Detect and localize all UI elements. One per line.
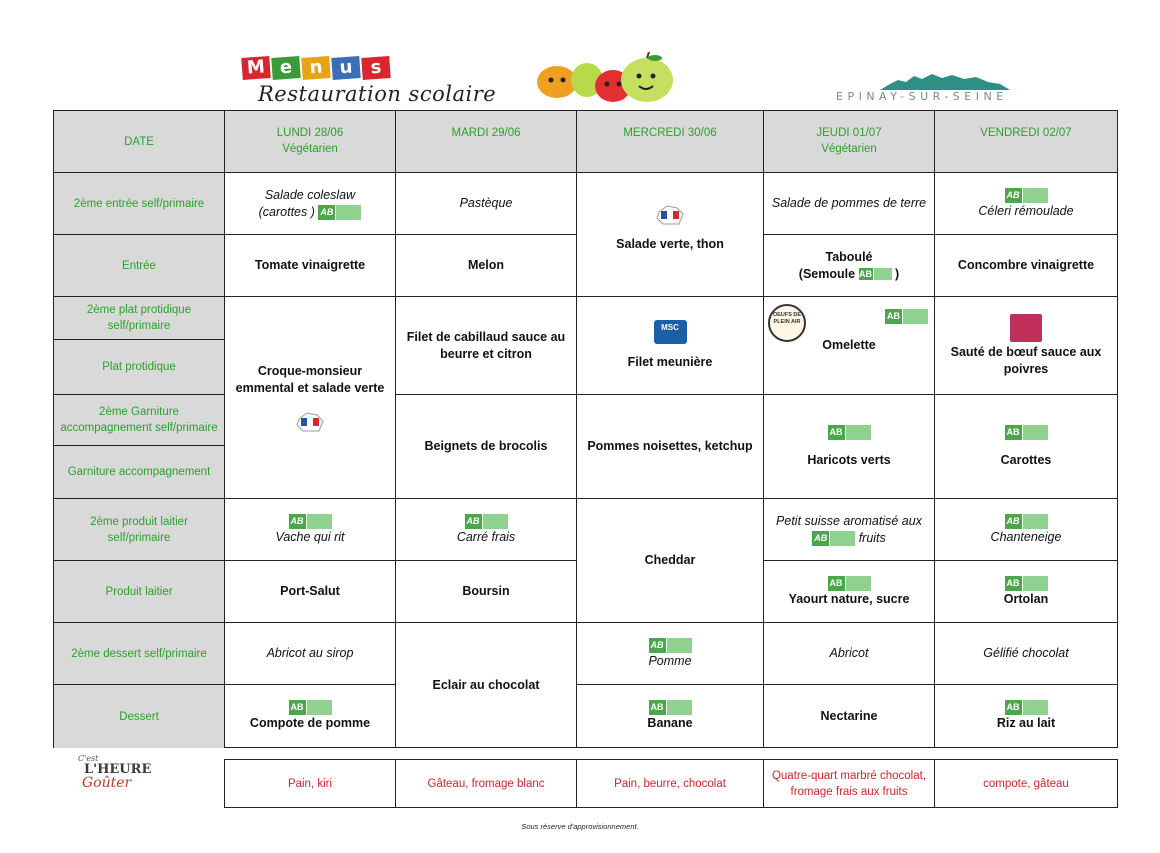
dish-text: Vache qui rit — [275, 529, 345, 544]
day-name: MARDI 29/06 — [451, 127, 521, 139]
fruits-illustration-icon — [535, 52, 680, 107]
city-name: EPINAY-SUR-SEINE — [836, 90, 1008, 103]
day-note: Végétarien — [282, 143, 338, 155]
day-header-monday — [225, 110, 396, 173]
bio-label-icon: AB — [828, 576, 871, 591]
french-beef-label-icon — [1010, 314, 1042, 342]
dish-text: Carottes — [1000, 452, 1052, 467]
gouter-logo — [78, 754, 160, 802]
dish-text: Croque-monsieur emmental et salade verte — [235, 363, 385, 395]
dish-text: (Semoule — [798, 266, 856, 281]
menu-cell-tuesday-entree: Melon — [396, 235, 577, 297]
bio-label-icon: AB — [1005, 700, 1048, 715]
bio-label-icon: AB — [885, 309, 928, 324]
dish-text: Petit suisse aromatisé aux — [776, 513, 922, 528]
gouter-logo-line: C'est — [78, 754, 99, 763]
gouter-cell-monday: Pain, kiri — [224, 759, 396, 808]
bio-label-icon: AB — [318, 205, 361, 220]
menu-cell-tuesday-laitier: Boursin — [396, 561, 577, 623]
menu-cell-wednesday-garniture: Pommes noisettes, ketchup — [577, 395, 764, 499]
day-header-friday — [935, 110, 1118, 173]
day-name: MERCREDI 30/06 — [623, 127, 717, 139]
menu-cell-monday-entree: Tomate vinaigrette — [225, 235, 396, 297]
menu-cell-thursday-dessert2: Abricot — [764, 623, 935, 685]
city-skyline-icon — [880, 70, 1010, 90]
day-header-thursday — [764, 110, 935, 173]
menu-cell-monday-entree2 — [225, 173, 396, 235]
menu-cell-thursday-laitier — [764, 561, 935, 623]
gouter-logo-line: L'HEURE — [84, 762, 152, 777]
menu-cell-thursday-entree2: Salade de pommes de terre — [764, 173, 935, 235]
french-origin-icon — [295, 411, 325, 433]
day-note: Végétarien — [821, 143, 877, 155]
day-name: VENDREDI 02/07 — [980, 127, 1072, 139]
bio-label-icon: AB — [812, 531, 855, 546]
dish-text: Taboulé — [825, 249, 873, 264]
menu-cell-friday-laitier2 — [935, 499, 1118, 561]
date-header: DATE — [53, 110, 225, 173]
dish-text: Carré frais — [456, 529, 516, 544]
row-label-plat2: 2ème plat protidique self/primaire — [53, 297, 225, 340]
oeufs-plein-air-icon: OEUFS DE PLEIN AIR — [768, 304, 806, 342]
dish-text: Sauté de bœuf sauce aux poivres — [950, 344, 1102, 376]
row-label-laitier2: 2ème produit laitier self/primaire — [53, 499, 225, 561]
menu-cell-wednesday-plat — [577, 297, 764, 395]
logo-letter: n — [301, 56, 330, 80]
menu-cell-thursday-garniture — [764, 395, 935, 499]
dish-text: Filet meunière — [627, 355, 713, 369]
bio-label-icon: AB — [649, 638, 692, 653]
dish-text: Riz au lait — [996, 716, 1056, 730]
menu-cell-wednesday-entree — [577, 173, 764, 297]
bio-label-icon: AB — [649, 700, 692, 715]
row-label-dessert2: 2ème dessert self/primaire — [53, 623, 225, 685]
supply-footnote: Sous réserve d'approvisionnement. — [521, 822, 639, 831]
row-label-entree: Entrée — [53, 235, 225, 297]
menu-cell-friday-plat — [935, 297, 1118, 395]
day-header-tuesday — [396, 110, 577, 173]
menu-cell-monday-dessert2: Abricot au sirop — [225, 623, 396, 685]
dish-text: Yaourt nature, sucre — [788, 591, 910, 606]
gouter-table — [224, 759, 1118, 808]
dish-text: fruits — [858, 530, 886, 545]
menu-cell-tuesday-plat: Filet de cabillaud sauce au beurre et citron — [396, 297, 577, 395]
menu-cell-wednesday-dessert2 — [577, 623, 764, 685]
menu-cell-thursday-plat — [764, 297, 935, 395]
menu-cell-thursday-laitier2 — [764, 499, 935, 561]
menu-cell-friday-entree: Concombre vinaigrette — [935, 235, 1118, 297]
menu-cell-monday-laitier: Port-Salut — [225, 561, 396, 623]
menu-cell-monday-plat — [225, 297, 396, 499]
menu-cell-thursday-entree — [764, 235, 935, 297]
bio-label-icon: AB — [1005, 576, 1048, 591]
menu-table — [53, 110, 1118, 748]
menu-cell-tuesday-entree2: Pastèque — [396, 173, 577, 235]
menu-cell-monday-dessert — [225, 685, 396, 748]
logo-letter: u — [331, 56, 360, 80]
row-label-plat: Plat protidique — [53, 340, 225, 395]
bio-label-icon: AB — [859, 268, 892, 280]
menu-cell-monday-laitier2 — [225, 499, 396, 561]
dish-text: ) — [895, 266, 900, 281]
menu-cell-friday-dessert — [935, 685, 1118, 748]
day-name: JEUDI 01/07 — [816, 127, 882, 139]
dish-text: Chanteneige — [990, 529, 1062, 544]
dish-text: Pomme — [648, 653, 692, 668]
menu-cell-friday-dessert2: Gélifié chocolat — [935, 623, 1118, 685]
dish-text: Céleri rémoulade — [978, 203, 1074, 218]
menu-cell-wednesday-laitier: Cheddar — [577, 499, 764, 623]
menu-cell-friday-entree2 — [935, 173, 1118, 235]
msc-label-icon: MSC — [654, 320, 687, 344]
menu-cell-friday-garniture — [935, 395, 1118, 499]
menus-logo — [242, 57, 392, 79]
day-header-wednesday — [577, 110, 764, 173]
dish-text: Salade verte, thon — [616, 237, 724, 251]
dish-text: Omelette — [822, 338, 876, 352]
logo-letter: s — [361, 56, 390, 80]
dish-text: Banane — [647, 716, 693, 730]
menu-cell-tuesday-garniture: Beignets de brocolis — [396, 395, 577, 499]
day-name: LUNDI 28/06 — [276, 127, 344, 139]
dish-text: (carottes ) — [258, 204, 315, 219]
gouter-logo-line: Goûter — [82, 775, 132, 791]
bio-label-icon: AB — [465, 514, 508, 529]
bio-label-icon: AB — [289, 514, 332, 529]
row-label-entree2: 2ème entrée self/primaire — [53, 173, 225, 235]
menu-cell-wednesday-dessert — [577, 685, 764, 748]
logo-letter: M — [241, 56, 270, 80]
menu-cell-friday-laitier — [935, 561, 1118, 623]
bio-label-icon: AB — [828, 425, 871, 440]
bio-label-icon: AB — [1005, 514, 1048, 529]
menu-cell-tuesday-laitier2 — [396, 499, 577, 561]
gouter-cell-friday: compote, gâteau — [935, 759, 1118, 808]
gouter-cell-thursday: Quatre-quart marbré chocolat, fromage frais aux fruits — [764, 759, 935, 808]
bio-label-icon: AB — [289, 700, 332, 715]
row-label-laitier: Produit laitier — [53, 561, 225, 623]
dish-text: Ortolan — [1003, 591, 1049, 606]
bio-label-icon: AB — [1005, 425, 1048, 440]
bio-label-icon: AB — [1005, 188, 1048, 203]
row-label-garniture: Garniture accompagnement — [53, 446, 225, 499]
gouter-cell-wednesday: Pain, beurre, chocolat — [577, 759, 764, 808]
logo-letter: e — [271, 56, 300, 80]
logo-subtitle: Restauration scolaire — [258, 82, 497, 106]
french-origin-icon — [655, 204, 685, 226]
row-label-dessert: Dessert — [53, 685, 225, 748]
gouter-cell-tuesday: Gâteau, fromage blanc — [396, 759, 577, 808]
dish-text: Salade coleslaw — [264, 187, 356, 202]
menu-cell-thursday-dessert: Nectarine — [764, 685, 935, 748]
dish-text: Compote de pomme — [249, 716, 371, 730]
row-label-garniture2: 2ème Garniture accompagnement self/primaire — [53, 395, 225, 446]
menu-cell-tuesday-dessert: Eclair au chocolat — [396, 623, 577, 748]
dish-text: Haricots verts — [807, 452, 891, 467]
